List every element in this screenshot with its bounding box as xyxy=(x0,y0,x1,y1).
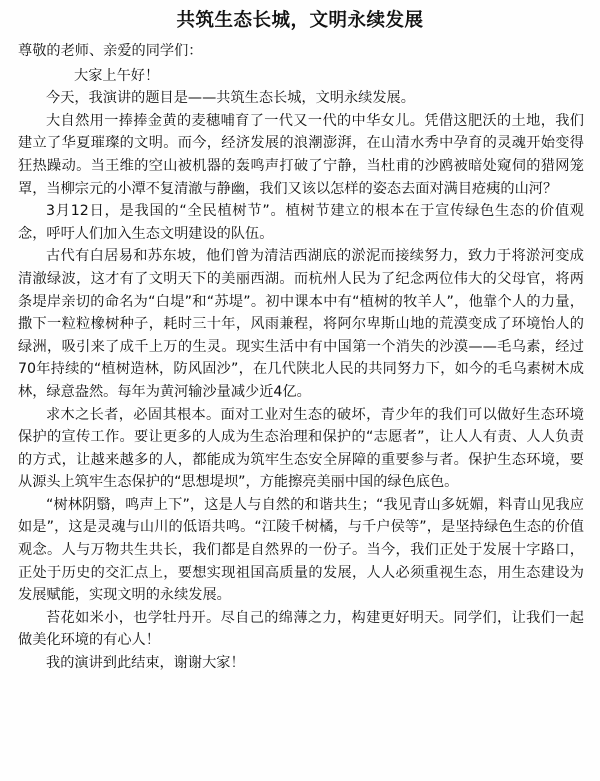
paragraph-closing: 我的演讲到此结束，谢谢大家！ xyxy=(46,655,245,672)
paragraph-call-to-action: 苔花如米小，也学牡丹开。尽自己的绵薄之力，构建更好明天。同学们，让我们一起做美化环境的有心人！ xyxy=(18,609,584,649)
paragraph-civilization: 大自然用一捧捧金黄的麦穗哺育了一代又一代的中华女儿。凭借这肥沃的土地，我们建立了华夏璀璨的文明。而今，经济发展的浪潮澎湃，在山清水秀中孕育的灵魂开始变得狂热躁动。当王维的空山被机器的轰鸣声打破了宁静，当杜甫的沙鸥被暗处窥伺的猎网笼罩，当柳宗元的小潭不复清澈与静幽，我们又该以怎样的姿态去面对满目疮痍的山河？ xyxy=(18,112,584,197)
salutation: 尊敬的老师、亲爱的同学们： xyxy=(18,43,203,59)
greeting: 大家上午好！ xyxy=(74,67,160,84)
speech-title: 共筑生态长城，文明永续发展 xyxy=(176,10,424,31)
paragraph-examples: 古代有白居易和苏东坡，他们曾为清洁西湖底的淤泥而接续努力，致力于将淤河变成清澈绿波，这才有了文明天下的美丽西湖。而杭州人民为了纪念两位伟大的父母官，将两条堤岸亲切的命名为“白堤”和“苏堤”。初中课本中有“植树的牧羊人”，他靠个人的力量，撒下一粒粒橡树种子，耗时三十年，风雨兼程，将阿尔卑斯山地的荒漠变成了环境怡人的绿洲，吸引来了成千上万的生灵。现实生活中有中国第一个消失的沙漠——毛乌素，经过70年持续的“植树造林，防风固沙”，在几代陕北人民的共同努力下，如今的毛乌素树木成林，绿意盎然。每年为黄河输沙量减少近4亿。 xyxy=(18,248,584,400)
speech-body xyxy=(18,40,584,675)
paragraph-topic: 今天，我演讲的题目是——共筑生态长城，文明永续发展。 xyxy=(46,90,415,107)
paragraph-protection: 求木之长者，必固其根本。面对工业对生态的破坏，青少年的我们可以做好生态环境保护的宣传工作。要让更多的人成为生态治理和保护的“志愿者”，让人人有责、人人负责的方式，让越来越多的人，都能成为筑牢生态安全屏障的重要参与者。保护生态环境，要从源头上筑牢生态保护的“思想堤坝”，方能擦亮美丽中国的绿色底色。 xyxy=(18,406,584,491)
paragraph-arbor-day: 3月12日，是我国的“全民植树节”。植树节建立的根本在于宣传绿色生态的价值观念，呼吁人们加入生态文明建设的队伍。 xyxy=(18,203,584,242)
paragraph-harmony: “树林阴翳，鸣声上下”，这是人与自然的和谐共生；“我见青山多妩媚，料青山见我应如是”，这是灵魂与山川的低语共鸣。“江陵千树橘，与千户侯等”，是坚持绿色生态的价值观念。人与万物共生共长，我们都是自然界的一份子。当今，我们正处于发展十字路口，正处于历史的交汇点上，要想实现祖国高质量的发展，人人必须重视生态，用生态建设为发展赋能，实现文明的永续发展。 xyxy=(18,496,584,604)
